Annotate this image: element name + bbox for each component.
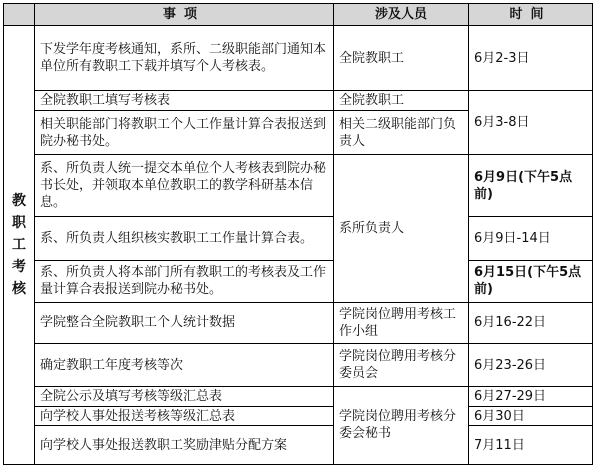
row-people: 相关二级职能部门负责人 <box>334 111 469 155</box>
row-item: 相关职能部门将教职工个人工作量计算合表报送到院办秘书处。 <box>35 111 334 155</box>
header-item: 事项 <box>35 4 334 26</box>
table-row <box>4 25 593 91</box>
table-row <box>4 406 593 426</box>
row-time: 6月9日-14日 <box>469 217 593 261</box>
row-item: 系、所负责人统一提交本单位个人考核表到院办秘书长处，并领取本单位教职工的教学科研基本信息。 <box>35 154 334 216</box>
row-time: 6月30日 <box>469 406 593 426</box>
row-time: 6月3-8日 <box>469 91 593 154</box>
row-time: 6月2-3日 <box>469 25 593 91</box>
row-people: 学院岗位聘用考核工作小组 <box>334 302 469 344</box>
table-row <box>4 302 593 344</box>
row-people: 学院岗位聘用考核分委会秘书 <box>334 386 469 464</box>
row-item: 向学校人事处报送考核等级汇总表 <box>35 406 334 426</box>
category-label: 教职工考核 <box>12 192 26 297</box>
row-item: 学院整合全院教职工个人统计数据 <box>35 302 334 344</box>
table-row <box>4 344 593 387</box>
row-people: 系所负责人 <box>334 154 469 302</box>
row-item: 下发学年度考核通知，系所、二级职能部门通知本单位所有教职工下载并填写个人考核表。 <box>35 25 334 91</box>
header-corner-cell <box>4 4 35 26</box>
table-row <box>4 91 593 111</box>
row-time: 7月11日 <box>469 426 593 465</box>
row-item: 系、所负责人组织核实教职工工作量计算合表。 <box>35 217 334 261</box>
header-row <box>4 4 593 26</box>
table-row <box>4 426 593 465</box>
row-time: 6月16-22日 <box>469 302 593 344</box>
row-item: 全院教职工填写考核表 <box>35 91 334 111</box>
table-row <box>4 154 593 216</box>
row-item: 确定教职工年度考核等次 <box>35 344 334 387</box>
row-item: 向学校人事处报送教职工奖励津贴分配方案 <box>35 426 334 465</box>
category-cell <box>4 25 35 464</box>
row-time: 6月27-29日 <box>469 386 593 406</box>
table-row <box>4 261 593 303</box>
row-time: 6月15日(下午5点前) <box>469 261 593 303</box>
row-time: 6月23-26日 <box>469 344 593 387</box>
row-time: 6月9日(下午5点前) <box>469 154 593 216</box>
row-people: 全院教职工 <box>334 25 469 91</box>
row-people: 学院岗位聘用考核分委员会 <box>334 344 469 387</box>
row-item: 系、所负责人将本部门所有教职工的考核表及工作量计算合表报送到院办秘书处。 <box>35 261 334 303</box>
assessment-schedule-table <box>3 3 593 465</box>
row-people: 全院教职工 <box>334 91 469 111</box>
row-item: 全院公示及填写考核等级汇总表 <box>35 386 334 406</box>
table-row <box>4 386 593 406</box>
header-time: 时间 <box>469 4 593 26</box>
header-people: 涉及人员 <box>334 4 469 26</box>
table-row <box>4 217 593 261</box>
